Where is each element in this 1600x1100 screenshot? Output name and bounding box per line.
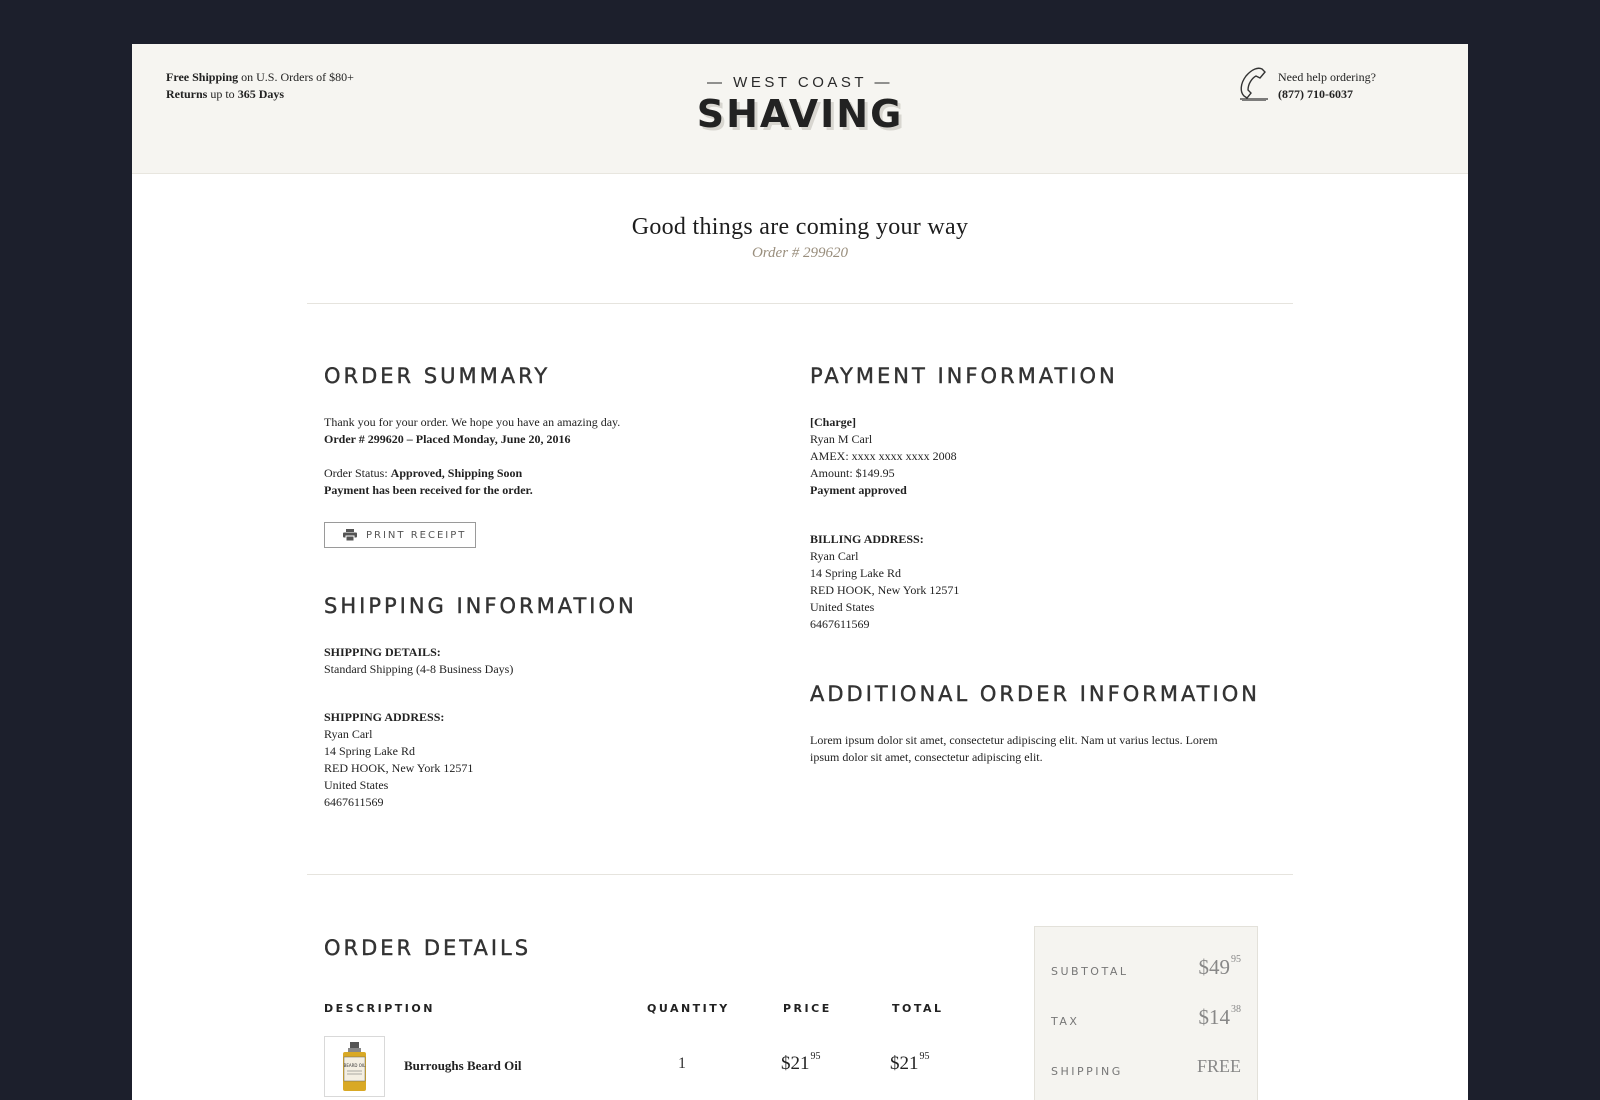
billing-address-phone: 6467611569: [810, 617, 870, 631]
billing-address: [810, 531, 959, 633]
help-contact: [1236, 69, 1432, 109]
printer-icon: [343, 529, 357, 541]
shipping-cost-label: SHIPPING: [1051, 1065, 1123, 1078]
column-header-quantity: QUANTITY: [647, 1002, 730, 1015]
print-receipt-label: PRINT RECEIPT: [366, 529, 467, 541]
billing-address-street: 14 Spring Lake Rd: [810, 566, 901, 580]
bottle-label: BEARD OIL: [343, 1063, 366, 1068]
total-dollars: $21: [890, 1053, 919, 1074]
order-totals-box: [1034, 926, 1258, 1100]
product-thumbnail[interactable]: [324, 1036, 385, 1097]
returns-label: Returns: [166, 87, 208, 101]
print-receipt-button[interactable]: [324, 522, 476, 548]
column-header-description: DESCRIPTION: [324, 1002, 435, 1015]
thank-you-text: Thank you for your order. We hope you have an amazing day.: [324, 415, 621, 429]
product-name-link[interactable]: Burroughs Beard Oil: [404, 1058, 522, 1073]
additional-information-text: [810, 732, 1270, 766]
section-divider: [307, 303, 1293, 304]
section-divider: [307, 874, 1293, 875]
subtotal-dollars: $49: [1198, 955, 1230, 979]
shipping-address-label: SHIPPING ADDRESS:: [324, 710, 445, 724]
product-price: [781, 1053, 821, 1075]
additional-text-line-2: ipsum dolor sit amet, consectetur adipiscing elit.: [810, 750, 1043, 764]
subtotal-label: SUBTOTAL: [1051, 965, 1129, 978]
site-logo[interactable]: [668, 74, 932, 148]
tax-value: [1199, 1005, 1242, 1030]
page-title: Good things are coming your way: [631, 214, 969, 240]
subtotal-cents: 95: [1231, 954, 1241, 965]
payment-received-note: Payment has been received for the order.: [324, 483, 533, 497]
tax-label: TAX: [1051, 1015, 1080, 1028]
shipping-cost-value: FREE: [1196, 1056, 1241, 1076]
billing-address-name: Ryan Carl: [810, 549, 859, 563]
shipping-method: Standard Shipping (4-8 Business Days): [324, 662, 514, 676]
site-header: [132, 44, 1468, 174]
product-total: [890, 1053, 930, 1075]
tax-cents: 38: [1231, 1004, 1241, 1015]
additional-text-line-1: Lorem ipsum dolor sit amet, consectetur adipiscing elit. Nam ut varius lectus. Lorem: [810, 733, 1218, 747]
product-quantity: 1: [678, 1055, 686, 1072]
additional-information-heading: ADDITIONAL ORDER INFORMATION: [810, 682, 1260, 706]
payment-status: Payment approved: [810, 483, 907, 497]
shipping-promo: [166, 69, 354, 103]
order-status-label: Order Status:: [324, 466, 391, 480]
total-cents: 95: [919, 1051, 930, 1062]
telephone-icon: [1236, 66, 1270, 102]
shipping-address-name: Ryan Carl: [324, 727, 373, 741]
price-cents: 95: [810, 1051, 821, 1062]
payment-amount: Amount: $149.95: [810, 466, 895, 480]
shipping-address-city: RED HOOK, New York 12571: [324, 761, 474, 775]
column-header-price: PRICE: [783, 1002, 832, 1015]
billing-address-country: United States: [810, 600, 875, 614]
order-details-heading: ORDER DETAILS: [324, 936, 532, 960]
shipping-address: [324, 709, 473, 811]
payment-name: Ryan M Carl: [810, 432, 873, 446]
help-phone-link[interactable]: (877) 710-6037: [1278, 87, 1353, 101]
logo-tagline: — WEST COAST —: [707, 74, 893, 91]
help-label: Need help ordering?: [1278, 70, 1376, 84]
shipping-address-phone: 6467611569: [324, 795, 384, 809]
payment-card: AMEX: xxxx xxxx xxxx 2008: [810, 449, 957, 463]
shipping-details-label: SHIPPING DETAILS:: [324, 645, 441, 659]
order-status-value: Approved, Shipping Soon: [390, 466, 523, 480]
payment-type: [Charge]: [810, 415, 856, 429]
column-header-total: TOTAL: [892, 1002, 944, 1015]
tax-dollars: $14: [1198, 1005, 1230, 1029]
returns-days: 365 Days: [237, 87, 285, 101]
order-summary-heading: ORDER SUMMARY: [324, 364, 551, 388]
price-dollars: $21: [781, 1053, 810, 1074]
beard-oil-bottle-image: [325, 1037, 384, 1096]
shipping-address-street: 14 Spring Lake Rd: [324, 744, 415, 758]
subtotal-value: [1199, 955, 1242, 980]
billing-address-city: RED HOOK, New York 12571: [810, 583, 960, 597]
shipping-information-heading: SHIPPING INFORMATION: [324, 594, 637, 618]
billing-address-label: BILLING ADDRESS:: [810, 532, 924, 546]
logo-wordmark: SHAVING: [696, 92, 904, 136]
returns-text: up to: [207, 87, 238, 101]
order-placed-line: Order # 299620 – Placed Monday, June 20, 2016: [324, 432, 571, 446]
shipping-details: [324, 644, 513, 678]
payment-details: [810, 414, 957, 499]
payment-information-heading: PAYMENT INFORMATION: [810, 364, 1118, 388]
free-shipping-label: Free Shipping: [166, 70, 239, 84]
order-summary-text: [324, 414, 620, 499]
order-confirmation-page: [132, 44, 1468, 1100]
shipping-address-country: United States: [324, 778, 389, 792]
order-number-subtitle: Order # 299620: [751, 245, 849, 261]
free-shipping-text: on U.S. Orders of $80+: [238, 70, 354, 84]
